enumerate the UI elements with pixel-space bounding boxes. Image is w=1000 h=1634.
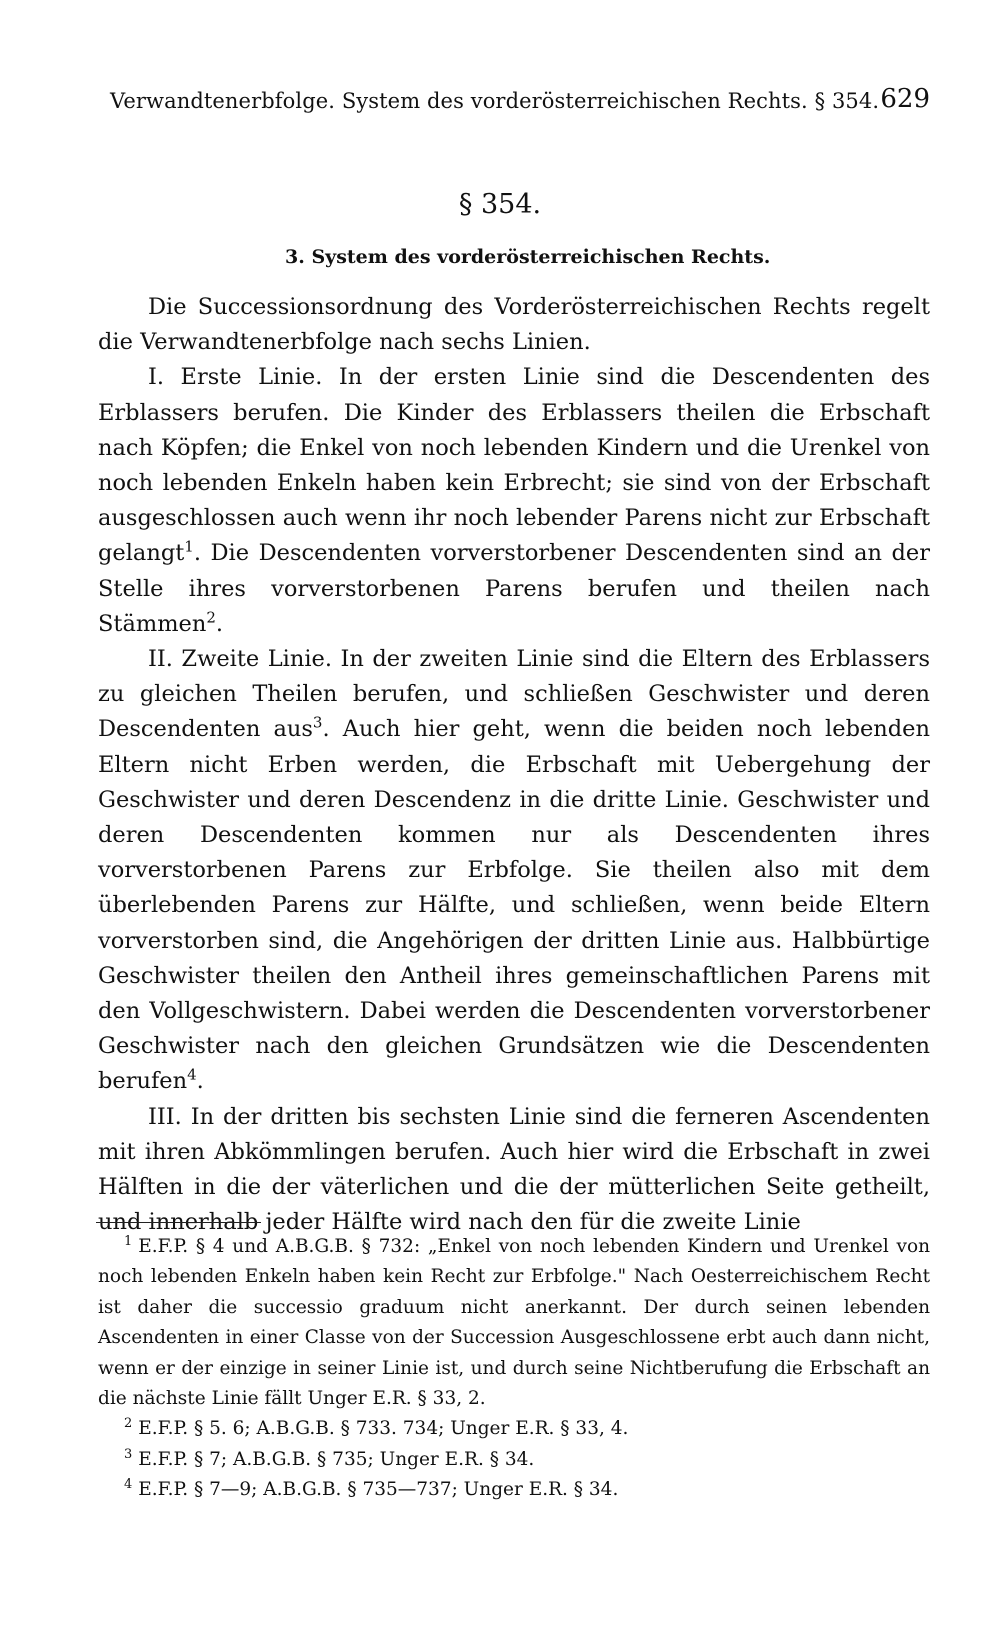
paragraph-text: . [196, 1068, 204, 1095]
page-number: 629 [880, 84, 930, 114]
footnote [98, 1232, 930, 1414]
paragraph-text: Die Successionsordnung des Vorderösterreichischen Rechts regelt die Verwandtenerbfolge nach sechs Linien. [98, 294, 930, 356]
paragraph-text: . Auch hier geht, wenn die beiden noch lebenden Eltern nicht Erben werden, die Erbschaft mit Uebergehung der Geschwister und deren Descendenz in die dritte Linie. Geschwister und deren Descendenten kommen nur als Descendenten ihres vorverstorbenen Parens zur Erbfolge. Sie theilen also mit dem überlebenden Parens zur Hälfte, und schließen, wenn beide Eltern vorverstorben sind, die Angehörigen der dritten Linie aus. Halbbürtige Geschwister theilen den Antheil ihres gemeinschaftlichen Parens mit den Vollgeschwistern. Dabei werden die Descendenten vorverstorbener Geschwister nach den gleichen Grundsätzen wie die Descendenten berufen [98, 716, 930, 1095]
footnote-text: E.F.P. § 5. 6; A.B.G.B. § 733. 734; Unger E.R. § 33, 4. [138, 1418, 629, 1440]
footnote-reference[interactable]: 1 [184, 537, 194, 556]
paragraph-text: II. Zweite Linie. In der zweiten Linie sind die Eltern des Erblassers zu gleichen Theilen berufen, und schließen Geschwister und deren Descendenten aus [98, 646, 930, 743]
footnote-text: E.F.P. § 4 und A.B.G.B. § 732: „Enkel von noch lebenden Kindern und Urenkel von noch lebenden Enkeln haben kein Recht zur Erbfolge." Nach Oesterreichischem Recht ist daher die successio graduum nicht anerkannt. Der durch seinen lebenden Ascendenten in einer Classe von der Succession Ausgeschlossene erbt auch dann nicht, wenn er der einzige in seiner Linie ist, und durch seine Nichtberufung die Erbschaft an die nächste Linie fällt Unger E.R. § 33, 2. [98, 1236, 930, 1410]
footnote-mark: 1 [124, 1233, 133, 1249]
running-head [110, 86, 930, 116]
running-head-title: Verwandtenerbfolge. System des vorderösterreichischen Rechts. § 354. [110, 89, 880, 113]
footnote-reference[interactable]: 3 [312, 713, 323, 732]
paragraph-text: III. In der dritten bis sechsten Linie sind die ferneren Ascendenten mit ihren Abkömmlingen berufen. Auch hier wird die Erbschaft in zwei Hälften in die der väterlichen und die der mütterlichen Seite getheilt, und innerhalb jeder Hälfte wird nach den für die zweite Linie [98, 1103, 930, 1236]
footnote [98, 1445, 930, 1475]
footnote-text: E.F.P. § 7—9; A.B.G.B. § 735—737; Unger E.R. § 34. [138, 1479, 619, 1501]
paragraph-text: . [215, 610, 224, 637]
footnotes [98, 1232, 930, 1506]
footnote-text: E.F.P. § 7; A.B.G.B. § 735; Unger E.R. § 34. [138, 1448, 535, 1470]
paragraph-text: . Die Descendenten vorverstorbener Descendenten sind an der Stelle ihres vorverstorbenen Parens berufen und theilen nach Stämmen [98, 540, 930, 637]
paragraph-text: I. Erste Linie. In der ersten Linie sind die Descendenten des Erblassers berufen. Die Kinder des Erblassers theilen die Erbschaft nach Köpfen; die Enkel von noch lebenden Kindern und die Urenkel von noch lebenden Enkeln haben kein Erbrecht; sie sind von der Erbschaft ausgeschlossen auch wenn ihr noch lebender Parens nicht zur Erbschaft gelangt [98, 364, 930, 567]
footnote-mark: 3 [124, 1446, 133, 1462]
footnote-mark: 4 [124, 1477, 133, 1493]
body-text [98, 290, 930, 1240]
footnote-reference[interactable]: 4 [187, 1065, 197, 1084]
paragraph [98, 642, 930, 1100]
paragraph [98, 290, 930, 360]
footnote-mark: 2 [124, 1416, 133, 1432]
paragraph [98, 360, 930, 642]
footnote [98, 1414, 930, 1444]
paragraph [98, 1100, 930, 1241]
footnote [98, 1475, 930, 1505]
section-heading: 3. System des vorderösterreichischen Rechts. [285, 246, 771, 268]
footnote-reference[interactable]: 2 [206, 608, 216, 627]
footnote-divider [96, 1222, 261, 1223]
section-number: § 354. [458, 189, 542, 220]
